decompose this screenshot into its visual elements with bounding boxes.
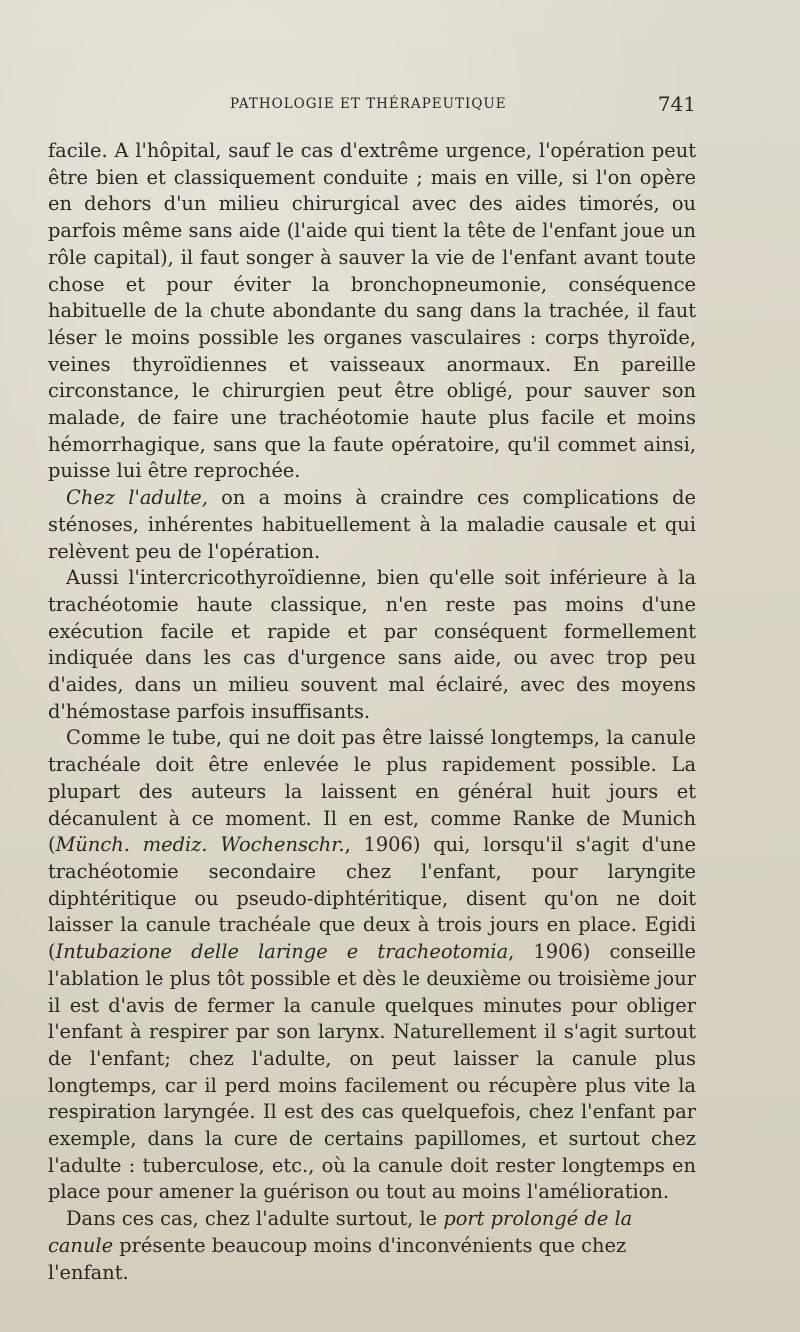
citation-munch-mediz: Münch. mediz. Wochenschr. — [55, 833, 345, 857]
citation-intubazione: Intubazione delle laringe e tracheotomia — [55, 940, 509, 964]
paragraph-4-text-b: , 1906) qui, lorsqu'il s'agit d'une trachéotomie secondaire chez l'enfant, pour laryngite diphtéritique ou pseudo-diphtéritique, disent qu'on ne doit laisser la canule trachéale que deux à trois jours en place. Egidi ( — [48, 833, 697, 964]
emphasis-chez-adulte: Chez l'adulte, — [66, 486, 208, 510]
paragraph-2 — [48, 485, 696, 565]
running-head: PATHOLOGIE ET THÉRAPEUTIQUE — [230, 96, 507, 112]
paragraph-5-text-b: présente beaucoup moins d'inconvénients que chez l'enfant. — [48, 1233, 627, 1284]
paragraph-2-text: on a moins à craindre ces complications de sténoses, inhérentes habituellement à la maladie causale et qui relèvent peu de l'opération. — [48, 486, 696, 563]
paragraph-5-text-a: Dans ces cas, chez l'adulte surtout, le — [66, 1207, 444, 1231]
paragraph-1 — [48, 138, 696, 485]
paragraph-5 — [48, 1206, 696, 1286]
paragraph-4-text-a: Comme le tube, qui ne doit pas être laissé longtemps, la canule trachéale doit être enlevée le plus rapidement possible. La plupart des auteurs la laissent en général huit jours et décanulent à ce moment. Il en est, comme Ranke de Munich ( — [48, 726, 696, 857]
paragraph-4 — [48, 725, 696, 1206]
page-header — [48, 92, 696, 122]
emphasis-port-prolonge: port prolongé de la canule — [48, 1207, 633, 1257]
page-number: 741 — [657, 92, 696, 116]
paragraph-3 — [48, 565, 696, 725]
paragraph-1-text: facile. A l'hôpital, sauf le cas d'extrême urgence, l'opération peut être bien et classiquement conduite ; mais en ville, si l'on opère en dehors d'un milieu chirurgical avec des aides timorés, ou parfois même sans aide (l'aide qui tient la tête de l'enfant joue un rôle capital), il faut songer à sauver la vie de l'enfant avant toute chose et pour éviter la bronchopneumonie, conséquence habituelle de la chute abondante du sang dans la trachée, il faut léser le moins possible les organes vasculaires : corps thyroïde, veines thyroïdiennes et vaisseaux anormaux. En pareille circonstance, le chirurgien peut être obligé, pour sauver son malade, de faire une trachéotomie haute plus facile et moins hémorrhagique, sans que la faute opératoire, qu'il commet ainsi, puisse lui être reprochée. — [48, 139, 696, 483]
body-text — [48, 138, 696, 1286]
paragraph-4-text-c: , 1906) conseille l'ablation le plus tôt possible et dès le deuxième ou troisième jour il est d'avis de fermer la canule quelques minutes pour obliger l'enfant à respirer par son larynx. Naturellement il s'agit surtout de l'enfant; chez l'adulte, on peut laisser la canule plus longtemps, car il perd moins facilement ou récupère plus vite la respiration laryngée. Il est des cas quelquefois, chez l'enfant par exemple, dans la cure de certains papillomes, et surtout chez l'adulte : tuberculose, etc., où la canule doit rester longtemps en place pour amener la guérison ou tout au moins l'amélioration. — [48, 940, 697, 1204]
paragraph-3-text: Aussi l'intercricothyroïdienne, bien qu'elle soit inférieure à la trachéotomie haute classique, n'en reste pas moins d'une exécution facile et rapide et par conséquent formellement indiquée dans les cas d'urgence sans aide, ou avec trop peu d'aides, dans un milieu souvent mal éclairé, avec des moyens d'hémostase parfois insuffisants. — [48, 566, 696, 723]
